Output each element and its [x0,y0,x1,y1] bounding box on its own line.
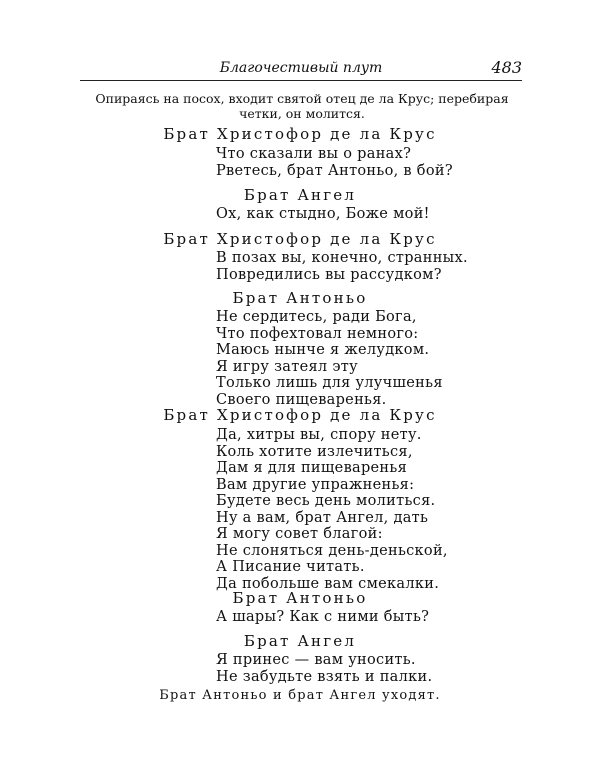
stage-direction-exit: Брат Антоньо и брат Ангел уходят. [159,688,441,703]
page-number: 483 [491,58,522,77]
verse-line: Я могу совет благой: [216,526,383,542]
verse-line: В позах вы, конечно, странных. [216,250,468,266]
verse-line: Повредились вы рассудком? [216,266,442,283]
verse-line: Да побольше вам смекалки. [216,575,440,592]
stage-direction-entrance: Опираясь на посох, входит святой отец де ла Крус; перебирая четки, он молится. [95,91,509,121]
verse-line: Только лишь для улучшенья [216,375,443,391]
verse-line: Ну а вам, брат Ангел, дать [216,509,429,526]
verse-lines [216,146,453,179]
header-rule [80,80,522,81]
verse-line: Рветесь, брат Антоньо, в бой? [216,162,453,179]
speaker-name: Брат Ангел [243,186,357,204]
verse-line: Что сказали вы о ранах? [216,146,412,162]
verse-lines [216,427,448,592]
verse-line: Не сердитесь, ради Бога, [216,309,417,325]
verse-line: Не забудьте взять и палки. [216,668,433,685]
verse-line: Я принес — вам уносить. [216,652,416,668]
verse-line: Да, хитры вы, спору нету. [216,427,422,443]
verse-lines [216,309,443,408]
running-head [80,58,522,78]
verse-line: Что пофехтовал немного: [216,325,419,342]
verse-lines [216,250,468,283]
speaker-name: Брат Антоньо [232,589,368,607]
speaker-name: Брат Христофор де ла Крус [163,125,437,143]
verse-lines [216,652,432,685]
verse-line: Дам я для пищеваренья [216,460,408,476]
speaker-name: Брат Антоньо [232,289,368,307]
speaker-name: Брат Ангел [243,632,357,650]
verse-line: Ох, как стыдно, Боже мой! [216,206,430,222]
verse-line: Будете весь день молиться. [216,493,436,509]
verse-line: Коль хотите излечиться, [216,443,413,460]
speaker-name: Брат Христофор де ла Крус [163,230,437,248]
running-title: Благочестивый плут [219,60,383,76]
verse-line: Не слоняться день-деньской, [216,542,448,559]
verse-lines [216,206,430,223]
verse-line: А шары? Как с ними быть? [216,609,430,625]
verse-lines [216,609,429,626]
verse-line: Своего пищеваренья. [216,391,387,408]
speaker-name: Брат Христофор де ла Крус [163,406,437,424]
verse-line: Вам другие упражненья: [216,476,415,493]
verse-line: Маюсь нынче я желудком. [216,342,430,358]
verse-line: Я игру затеял эту [216,358,358,375]
verse-line: А Писание читать. [216,559,365,575]
